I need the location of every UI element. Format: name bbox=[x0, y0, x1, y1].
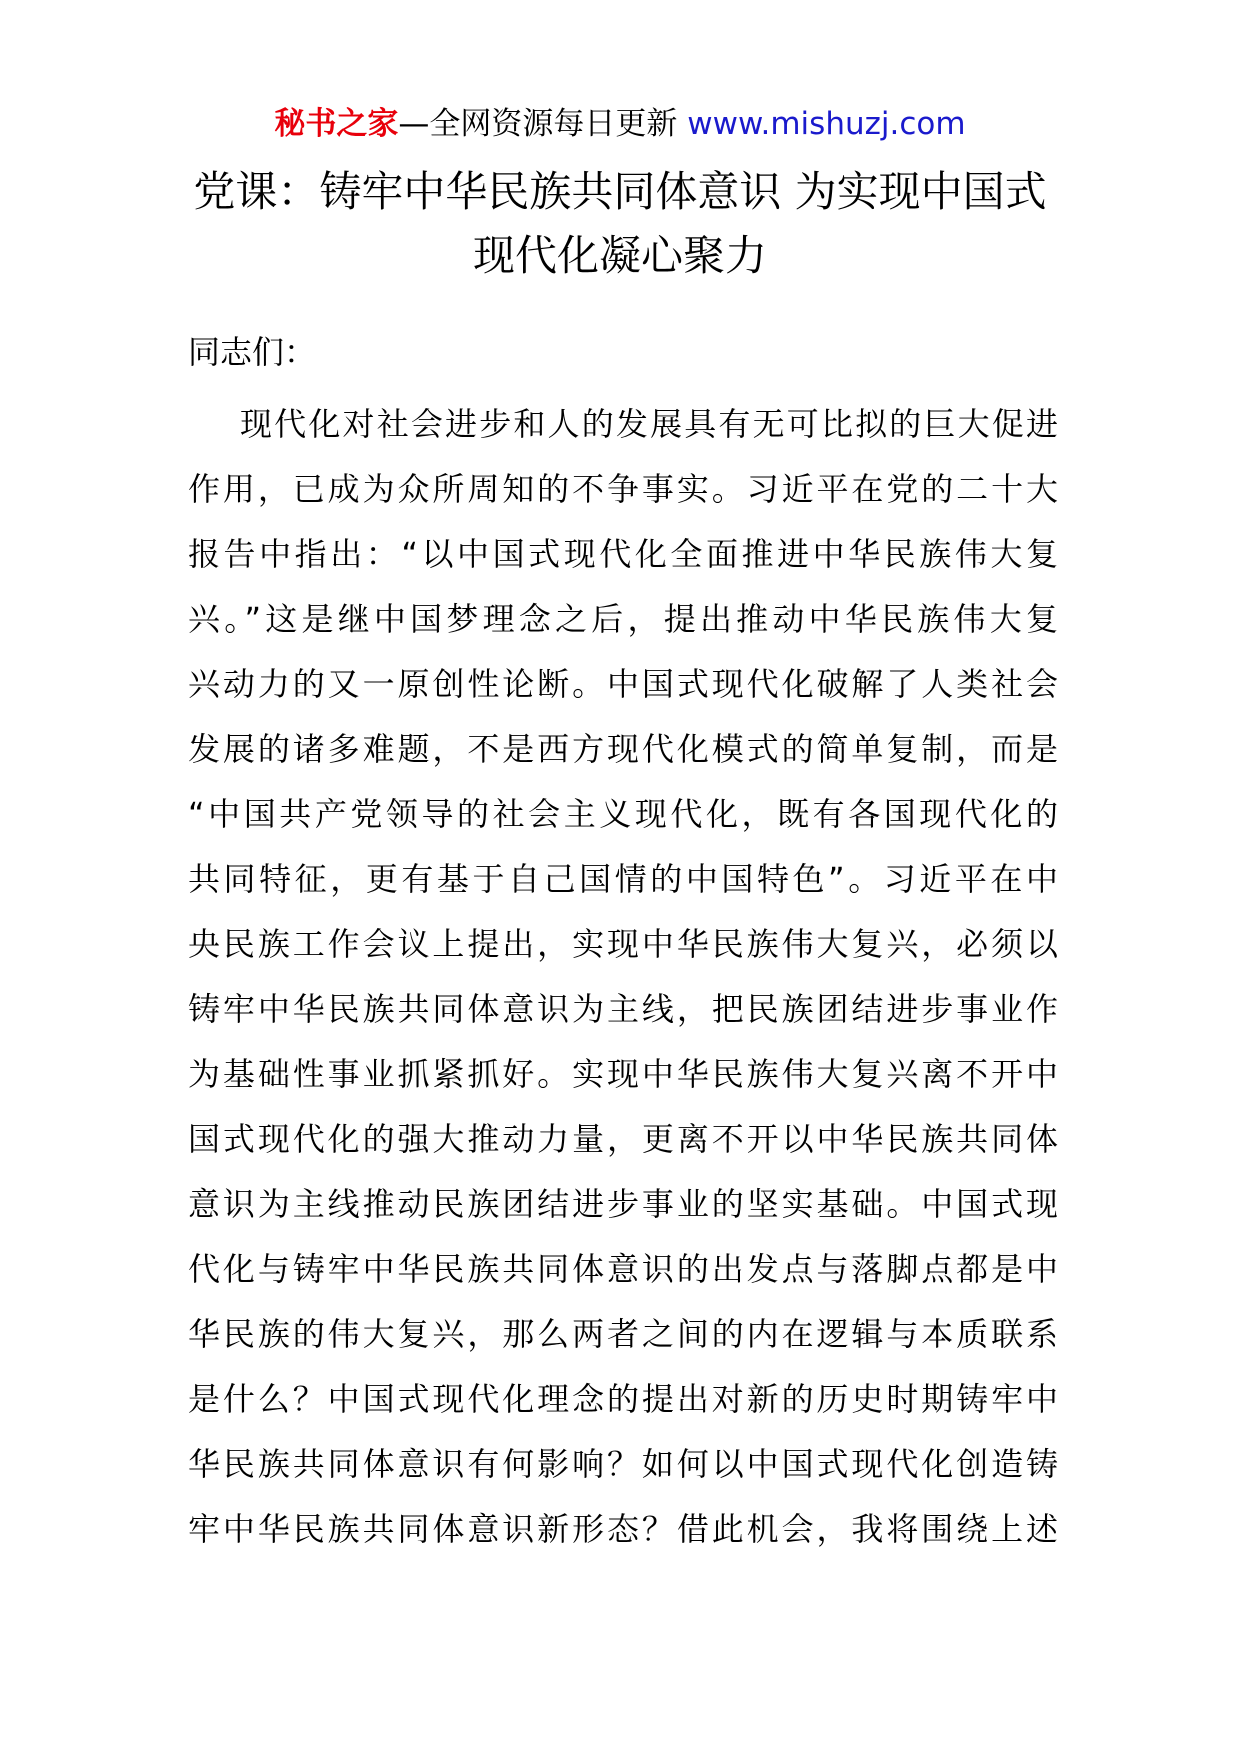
paragraph-line: 报告中指出：“以中国式现代化全面推进中华民族伟大复 bbox=[188, 535, 1058, 573]
paragraph-line: 代化与铸牢中华民族共同体意识的出发点与落脚点都是中 bbox=[188, 1250, 1058, 1288]
title-line: 党课：铸牢中华民族共同体意识 为实现中国式 bbox=[193, 167, 1047, 216]
paragraph-line: 国式现代化的强大推动力量，更离不开以中华民族共同体 bbox=[188, 1120, 1058, 1158]
paragraph-line: 华民族共同体意识有何影响？如何以中国式现代化创造铸 bbox=[188, 1445, 1058, 1483]
header-tagline: —全网资源每日更新 bbox=[398, 106, 678, 142]
paragraph-line: 铸牢中华民族共同体意识为主线，把民族团结进步事业作 bbox=[188, 990, 1058, 1028]
paragraph-line: 为基础性事业抓紧抓好。实现中华民族伟大复兴离不开中 bbox=[188, 1055, 1058, 1093]
paragraph-line: 现代化对社会进步和人的发展具有无可比拟的巨大促进 bbox=[240, 405, 1058, 443]
paragraph-line: 作用，已成为众所周知的不争事实。习近平在党的二十大 bbox=[188, 470, 1058, 508]
salutation: 同志们： bbox=[188, 333, 317, 371]
document-title bbox=[150, 160, 1090, 288]
paragraph-line: 共同特征，更有基于自己国情的中国特色”。习近平在中 bbox=[188, 860, 1058, 898]
body-paragraph bbox=[188, 392, 1058, 1562]
paragraph-line: 兴。”这是继中国梦理念之后，提出推动中华民族伟大复 bbox=[188, 600, 1058, 638]
paragraph-line: 华民族的伟大复兴，那么两者之间的内在逻辑与本质联系 bbox=[188, 1315, 1058, 1353]
paragraph-line: 央民族工作会议上提出，实现中华民族伟大复兴，必须以 bbox=[188, 925, 1058, 963]
paragraph-line: 兴动力的又一原创性论断。中国式现代化破解了人类社会 bbox=[188, 665, 1058, 703]
paragraph-line: “中国共产党领导的社会主义现代化，既有各国现代化的 bbox=[188, 795, 1058, 833]
site-url-link[interactable]: www.mishuzj.com bbox=[687, 106, 966, 142]
paragraph-line: 牢中华民族共同体意识新形态？借此机会，我将围绕上述 bbox=[188, 1510, 1058, 1548]
site-header bbox=[0, 102, 1240, 146]
paragraph-line: 意识为主线推动民族团结进步事业的坚实基础。中国式现 bbox=[188, 1185, 1058, 1223]
title-line: 现代化凝心聚力 bbox=[472, 231, 767, 280]
paragraph-line: 发展的诸多难题，不是西方现代化模式的简单复制，而是 bbox=[188, 730, 1058, 768]
paragraph-line: 是什么？中国式现代化理念的提出对新的历史时期铸牢中 bbox=[188, 1380, 1058, 1418]
brand-name: 秘书之家 bbox=[274, 106, 399, 142]
